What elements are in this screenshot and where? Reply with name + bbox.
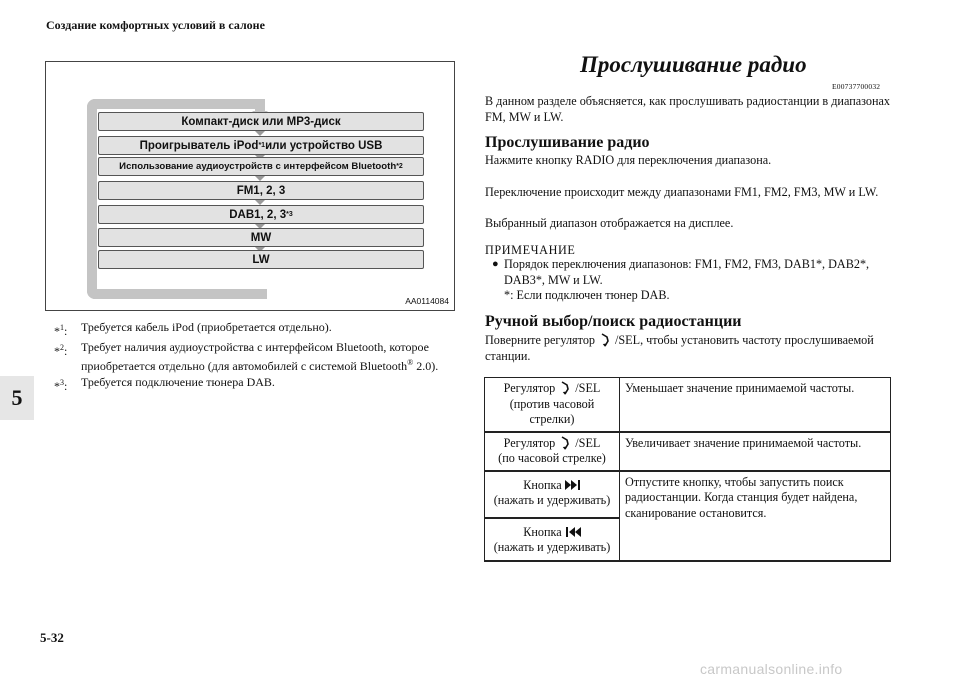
watermark: carmanualsonline.info (700, 661, 843, 677)
section-heading: Ручной выбор/поиск радиостанции (485, 313, 742, 330)
diagram-code: AA0114084 (405, 296, 449, 306)
footnote: *$^3$: Требуется подключение тюнера DAB. (54, 375, 275, 393)
section-code: E00737700032 (832, 82, 881, 91)
paragraph: Нажмите кнопку RADIO для переключения диапазона. (485, 153, 772, 167)
page-title: Прослушивание радио (580, 52, 807, 77)
running-header: Создание комфортных условий в салоне (46, 18, 265, 32)
paragraph: Выбранный диапазон отображается на дисплее. (485, 216, 734, 230)
paragraph: Переключение происходит между диапазонами FM1, FM2, FM3, MW и LW. (485, 185, 879, 199)
paragraph: Поверните регулятор /SEL, чтобы установить частоту прослушиваемой станции. (485, 333, 874, 363)
bullet-icon: ● (492, 258, 499, 270)
diagram-box-cd: Компакт-диск или MP3-диск (98, 112, 424, 131)
chapter-tab (0, 376, 34, 420)
controls-table (484, 377, 891, 562)
note-label: ПРИМЕЧАНИЕ (485, 243, 576, 257)
page-number: 5-32 (40, 630, 64, 645)
table-row (485, 471, 891, 518)
seek-forward-icon (565, 480, 581, 490)
intro-paragraph: В данном разделе объясняется, как прослушивать радиостанции в диапазонах FM, MW и LW. (485, 94, 890, 124)
footnotes (54, 320, 456, 395)
table-cell-control: Кнопка (нажать и удерживать) (485, 471, 620, 518)
table-row (485, 432, 891, 471)
table-cell-control: Регулятор /SEL (против часовой стрелки) (485, 378, 620, 432)
note-text: Порядок переключения диапазонов: FM1, FM2, FM3, DAB1*, DAB2*, DAB3*, MW и LW. (504, 257, 870, 287)
section-heading: Прослушивание радио (485, 134, 650, 151)
table-cell-description: Уменьшает значение принимаемой частоты. (620, 378, 891, 432)
table-cell-description: Отпустите кнопку, чтобы запустить поиск радиостанции. Когда станция будет найдена, сканирование остановится. (620, 471, 891, 561)
chapter-number: 5 (11, 385, 23, 410)
diagram-box-bluetooth: Использование аудиоустройств с интерфейсом Bluetooth *2 (98, 157, 424, 176)
tune-knob-icon (598, 333, 612, 347)
table-row (485, 378, 891, 432)
diagram-box-ipod-usb: Проигрыватель iPod *1 или устройство USB (98, 136, 424, 155)
footnote: *$^1$: Требуется кабель iPod (приобретается отдельно). (54, 320, 332, 338)
table-cell-description: Увеличивает значение принимаемой частоты. (620, 432, 891, 471)
table-cell-control: Кнопка (нажать и удерживать) (485, 518, 620, 561)
footnote: *$^2$: Требует наличия аудиоустройства с интерфейсом Bluetooth, которое приобретается отдельно (для автомобилей с системой Bluetooth® 2.0). (54, 340, 439, 373)
table-cell-control: Регулятор /SEL (по часовой стрелке) (485, 432, 620, 471)
seek-back-icon (565, 527, 581, 537)
loop-line-bottom (87, 289, 267, 299)
note-body (485, 257, 905, 304)
tune-knob-icon (558, 381, 572, 395)
loop-line-left (87, 99, 97, 299)
loop-line-top (87, 99, 265, 109)
diagram-box-mw: MW (98, 228, 424, 247)
tune-knob-icon (558, 436, 572, 450)
diagram-box-lw: LW (98, 250, 424, 269)
diagram-box-dab: DAB1, 2, 3 *3 (98, 205, 424, 224)
note-footnote: *: Если подключен тюнер DAB. (504, 288, 670, 302)
diagram-box-fm: FM1, 2, 3 (98, 181, 424, 200)
band-cycle-diagram (45, 61, 455, 311)
